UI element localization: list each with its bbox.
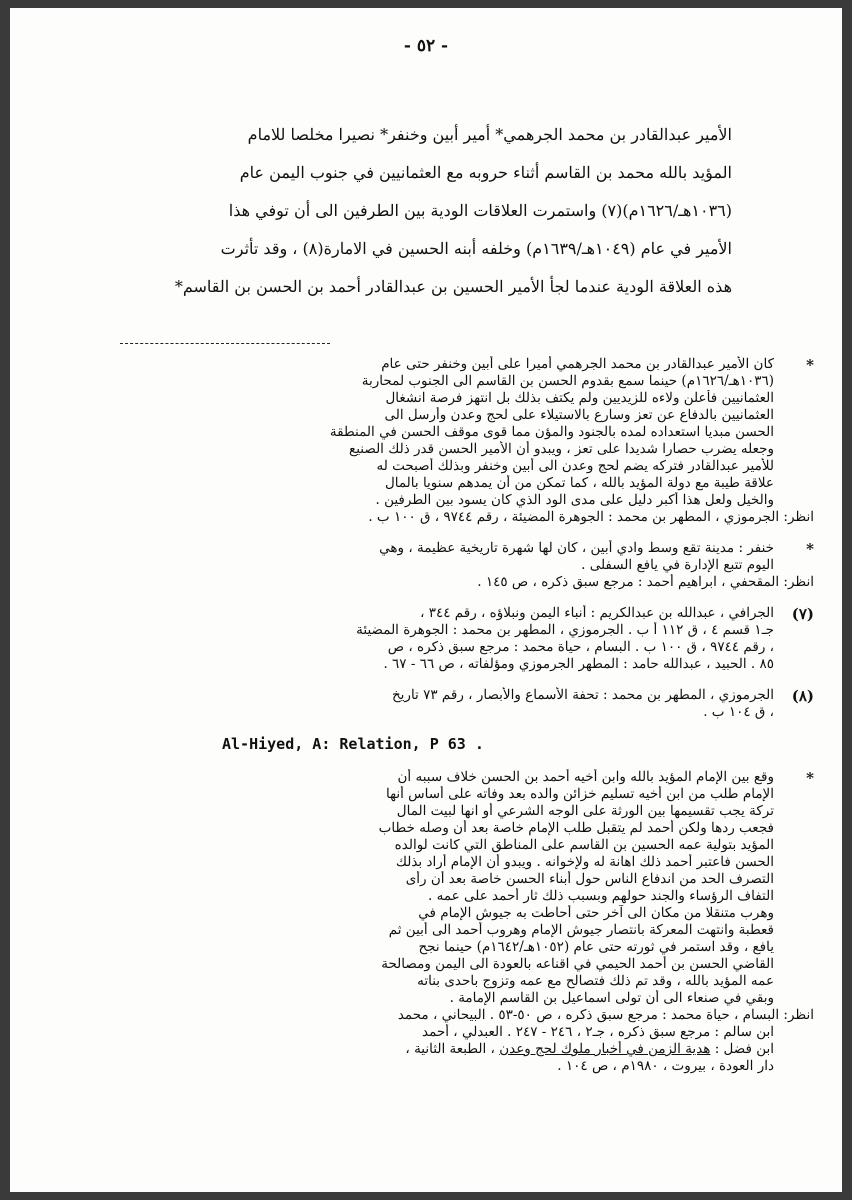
footnote-line: وقع بين الإمام المؤيد بالله وابن أخيه أحمد بن الحسن خلاف سببه أن	[397, 769, 774, 785]
footnote-line: قعطبة وانتهت المعركة بانتصار جيوش الإمام وهروب أحمد الى أبين ثم	[388, 922, 774, 938]
footnote-reference: انظر: المقحفي ، ابراهيم أحمد : مرجع سبق ذكره ، ص ١٤٥ .	[477, 574, 814, 590]
footnote-separator	[120, 343, 330, 344]
footnote-mark: *	[806, 769, 814, 787]
footnote-reference-line	[74, 1041, 774, 1058]
footnote-line: والخيل ولعل هذا أكبر دليل على مدى الود الذي كان يسود بين الطرفين .	[375, 492, 774, 508]
footnote-line: كان الأمير عبدالقادر بن محمد الجرهمي أميرا على أبين وخنفر حتى عام	[381, 356, 774, 372]
footnote-mark: *	[806, 356, 814, 374]
ref-book-title: هدية الزمن في أخبار ملوك لحج وعدن	[499, 1041, 711, 1057]
footnote-line: العثمانيين بالدفاع عن تعز وسارع بالاستيلاء على لحج وعدن وأرسل الى	[384, 407, 774, 423]
body-line: (١٠٣٦هـ/١٦٢٦م)(٧) واستمرت العلاقات الودية بين الطرفين الى أن توفي هذا	[228, 201, 732, 220]
footnote-line: ٨٥ . الحبيد ، عبدالله حامد : المطهر الجرموزي ومؤلفاته ، ص ٦٦ - ٦٧ .	[383, 656, 774, 672]
footnote-reference: انظر: الجرموزي ، المطهر بن محمد : الجوهرة المضيئة ، رقم ٩٧٤٤ ، ق ١٠٠ ب .	[368, 509, 814, 525]
footnote-line: جـ١ قسم ٤ ، ق ١١٢ أ ب . الجرموزي ، المطهر بن محمد : الجوهرة المضيئة	[356, 622, 774, 638]
footnote-line: الجرموزي ، المطهر بن محمد : تحفة الأسماع والأبصار ، رقم ٧٣ تاريخ	[391, 687, 774, 703]
footnote-line: تركة يجب تقسيمها بين الورثة على الوجه الشرعي أو انها لبيت المال	[396, 803, 774, 819]
footnote-line: وبقي في صنعاء الى أن تولى اسماعيل بن القاسم الإمامة .	[449, 990, 774, 1006]
latin-reference: Al-Hiyed, A: Relation, P 63 .	[222, 735, 484, 753]
body-paragraph	[118, 116, 732, 306]
page-number: - ٥٢ -	[403, 36, 449, 56]
footnote-line: الجرافي ، عبدالله بن عبدالكريم : أنباء اليمن ونبلاؤه ، رقم ٣٤٤ ،	[420, 605, 774, 621]
footnote-line: التفاف الرؤساء والجند حولهم وبسبب ذلك ثار أحمد على عمه .	[428, 888, 774, 904]
ref-author: ابن فضل :	[710, 1041, 774, 1057]
body-line: هذه العلاقة الودية عندما لجأ الأمير الحسين بن عبدالقادر أحمد بن الحسن بن القاسم*	[174, 277, 732, 296]
footnote-line: الحسن فاعتبر أحمد ذلك اهانة له ولإخوانه . ويبدو أن الإمام أراد بذلك	[395, 854, 774, 870]
footnote-line: عمه المؤيد بالله ، وقد تم ذلك فتصالح مع عمه وتزوج باحدى بناته	[417, 973, 774, 989]
footnote-line: ، رقم ٩٧٤٤ ، ق ١٠٠ ب . البسام ، حياة محمد : مرجع سبق ذكره ، ص	[387, 639, 774, 655]
footnote-jurhumi	[74, 356, 814, 526]
footnote-ahmad-dispute	[74, 769, 814, 1075]
footnote-7	[74, 605, 814, 673]
ref-edition: ، الطبعة الثانية ،	[405, 1041, 495, 1057]
footnotes	[74, 356, 814, 1089]
footnote-line: وجعله يضرب حصارا شديدا على تعز ، ويبدو أن الأمير الحسن قدر ذلك الصنيع	[349, 441, 774, 457]
footnote-line: المؤيد بتولية عمه الحسين بن القاسم على المناطق التي كانت لوالده	[394, 837, 774, 853]
footnote-reference: انظر: البسام ، حياة محمد : مرجع سبق ذكره ، ص ٥٠-٥٣ . البيحاني ، محمد	[397, 1007, 814, 1023]
footnote-line: وهرب متنقلا من مكان الى آخر حتى أحاطت به جيوش الإمام في	[418, 905, 774, 921]
footnote-line: فجعب ردها ولكن أحمد لم يتقبل طلب الإمام خاصة بعد أن وصله خطاب	[378, 820, 774, 836]
footnote-mark: (٨)	[791, 687, 814, 705]
footnote-line: العثمانيين فأعلن ولاءه للزيديين ولم يكتف بذلك بل انتهز فرصة انشغال	[385, 390, 774, 406]
footnote-line: خنفر : مدينة تقع وسط وادي أبين ، كان لها شهرة تاريخية عظيمة ، وهي	[379, 540, 774, 556]
footnote-line: الإمام طلب من ابن أخيه تسليم خزائن والده بعد وفاته على أساس أنها	[386, 786, 774, 802]
footnote-line: يافع ، وقد استمر في ثورته حتى عام (١٠٥٢هـ/١٦٤٢م) حينما نجح	[418, 939, 774, 955]
footnote-line: القاضي الحسن بن أحمد الحيمي في اقناعه بالعودة الى اليمن ومصالحة	[381, 956, 774, 972]
footnote-khanfar	[74, 540, 814, 591]
footnote-mark: *	[806, 540, 814, 558]
footnote-reference-line: دار العودة ، بيروت ، ١٩٨٠م ، ص ١٠٤ .	[557, 1058, 774, 1074]
footnote-line: للأمير عبدالقادر فتركه يضم لحج وعدن الى أبين وخنفر وبذلك أصبحت له	[376, 458, 774, 474]
document-page	[10, 8, 842, 1192]
footnote-line: التصرف الحد من اندفاع الناس حول أبناء الحسن خاصة بعد أن رأى	[405, 871, 774, 887]
footnote-mark: (٧)	[791, 605, 814, 623]
body-line: الأمير عبدالقادر بن محمد الجرهمي* أمير أبين وخنفر* نصيرا مخلصا للامام	[247, 125, 732, 144]
body-line: المؤيد بالله محمد بن القاسم أثناء حروبه مع العثمانيين في جنوب اليمن عام	[239, 163, 732, 182]
footnote-line: الحسن مبديا استعداده لمده بالجنود والمؤن مما قوى موقف الحسن في المنطقة	[329, 424, 774, 440]
footnote-8	[74, 687, 814, 721]
footnote-line: ، ق ١٠٤ ب .	[703, 704, 774, 720]
footnote-reference-line: ابن سالم : مرجع سبق ذكره ، جـ٢ ، ٢٤٦ - ٢٤٧ . العبدلي ، أحمد	[422, 1024, 774, 1040]
footnote-line: (١٠٣٦هـ/١٦٢٦م) حينما سمع بقدوم الحسن بن القاسم الى الجنوب لمحاربة	[361, 373, 774, 389]
footnote-line: اليوم تتبع الإدارة في يافع السفلى .	[581, 557, 774, 573]
footnote-line: علاقة طيبة مع دولة المؤيد بالله ، كما تمكن من أن يمدهم سنويا بالمال	[384, 475, 774, 491]
body-line: الأمير في عام (١٠٤٩هـ/١٦٣٩م) وخلفه أبنه الحسين في الامارة(٨) ، وقد تأثرت	[220, 239, 732, 258]
